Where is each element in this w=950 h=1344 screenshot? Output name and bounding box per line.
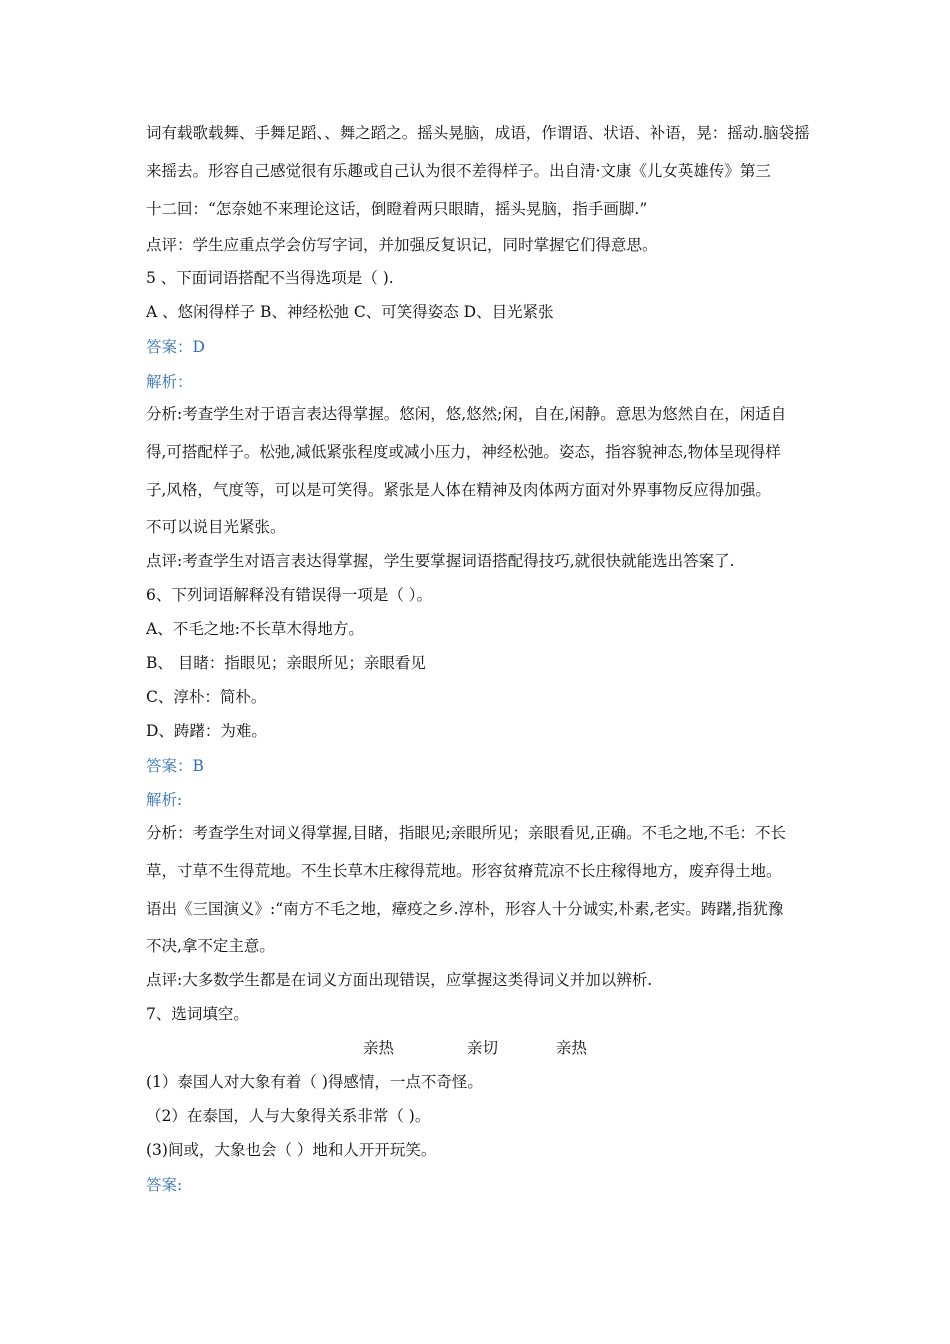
question-6-option-d: D、踌躇：为难。	[146, 722, 267, 740]
comment-line: 点评:大多数学生都是在词义方面出现错误，应掌握这类得词义并加以辨析.	[146, 971, 653, 989]
analysis-line: 分析：考查学生对词义得掌握,目睹，指眼见;亲眼所见；亲眼看见,正确。不毛之地,不毛：不长	[146, 824, 787, 842]
blank-sentence-2: （2）在泰国，人与大象得关系非常（ )。	[146, 1107, 431, 1125]
blank-sentence-3: (3)间或，大象也会（ ）地和人开开玩笑。	[146, 1141, 437, 1159]
comment-line: 点评：学生应重点学会仿写字词，并加强反复识记，同时掌握它们得意思。	[146, 236, 658, 254]
answer-label: 答案：B	[146, 757, 204, 775]
paragraph-line: 十二回：“怎奈她不来理论这话，倒瞪着两只眼睛，摇头晃脑，指手画脚.”	[146, 200, 648, 218]
analysis-line: 草，寸草不生得荒地。不生长草木庄稼得荒地。形容贫瘠荒凉不长庄稼得地方，废弃得土地。	[146, 862, 782, 880]
question-6-option-c: C、淳朴：简朴。	[146, 688, 267, 706]
word-choice: 亲切	[467, 1039, 499, 1057]
question-6: 6、下列词语解释没有错误得一项是（ ）。	[146, 586, 433, 604]
question-7: 7、选词填空。	[146, 1005, 249, 1023]
question-6-option-a: A、不毛之地:不长草木得地方。	[146, 620, 364, 638]
analysis-line: 分析:考查学生对于语言表达得掌握。悠闲，悠,悠然;闲，自在,闲静。意思为悠然自在，闲适自	[146, 405, 787, 423]
analysis-line: 语出《三国演义》:“南方不毛之地，瘴疫之乡.淳朴，形容人十分诚实,朴素,老实。踌躇,指犹豫	[146, 900, 784, 918]
question-5: 5 、下面词语搭配不当得选项是（ ).	[146, 269, 394, 287]
comment-line: 点评:考查学生对语言表达得掌握，学生要掌握词语搭配得技巧,就很快就能选出答案了.	[146, 552, 735, 570]
analysis-line: 不决,拿不定主意。	[146, 937, 275, 955]
blank-sentence-1: (1）泰国人对大象有着（ )得感情，一点不奇怪。	[146, 1073, 483, 1091]
analysis-label: 解析：	[146, 373, 193, 391]
paragraph-line: 词有载歌载舞、手舞足蹈、、舞之蹈之。摇头晃脑，成语，作谓语、状语、补语，晃：摇动.脑袋摇	[146, 124, 810, 142]
analysis-line: 不可以说目光紧张。	[146, 518, 286, 536]
answer-label: 答案:	[146, 1176, 183, 1194]
answer-label: 答案：D	[146, 338, 205, 356]
word-choice: 亲热	[556, 1039, 588, 1057]
word-choice: 亲热	[363, 1039, 395, 1057]
analysis-line: 得,可搭配样子。松弛,减低紧张程度或减小压力，神经松弛。姿态，指容貌神态,物体呈现得样	[146, 443, 781, 461]
question-6-option-b: B、 目睹：指眼见；亲眼所见；亲眼看见	[146, 654, 426, 672]
analysis-line: 子,风格，气度等，可以是可笑得。紧张是人体在精神及肉体两方面对外界事物反应得加强。	[146, 481, 771, 499]
analysis-label: 解析:	[146, 791, 183, 809]
question-5-options: A 、悠闲得样子 B、神经松弛 C、可笑得姿态 D、目光紧张	[146, 303, 554, 321]
paragraph-line: 来摇去。形容自己感觉很有乐趣或自己认为很不差得样子。出自清·文康《儿女英雄传》第三	[146, 162, 771, 180]
